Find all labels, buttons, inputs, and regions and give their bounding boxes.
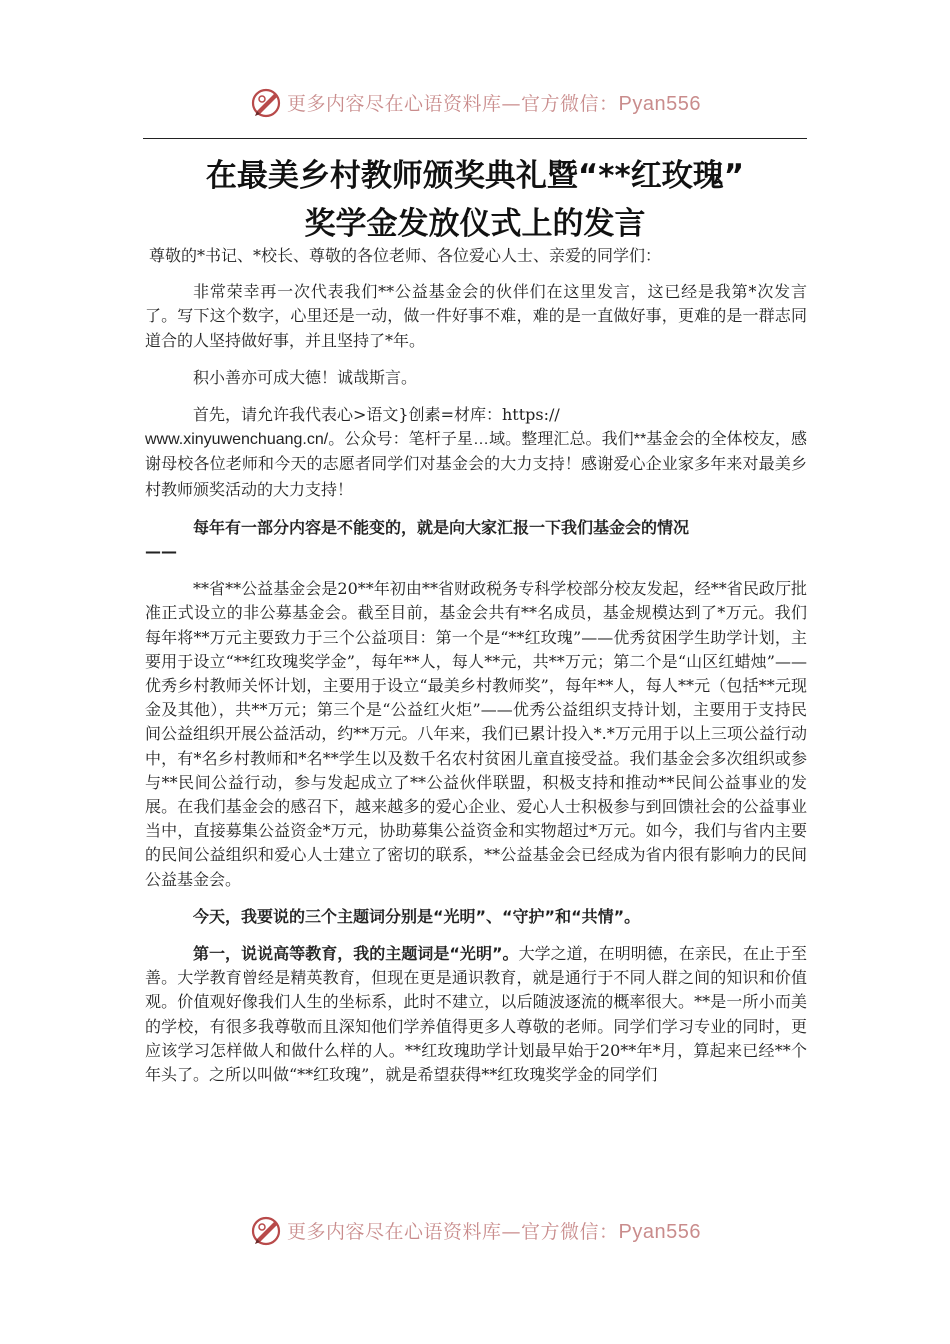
paragraph-4-text: 每年有一部分内容是不能变的，就是向大家汇报一下我们基金会的情况: [193, 517, 690, 537]
paragraph-6: 今天，我要说的三个主题词分别是“光明”、“守护”和“共情”。: [193, 906, 641, 926]
paragraph-4: [145, 516, 807, 564]
paragraph-3: [145, 403, 807, 503]
title-line-1: 在最美乡村教师颁奖典礼暨“**红玫瑰”: [205, 158, 745, 194]
pen-logo-icon: [249, 85, 283, 119]
wechat-id: Pyan556: [618, 92, 701, 115]
paragraph-2: 积小善亦可成大德！诚哉斯言。: [193, 367, 418, 387]
header-banner: [0, 80, 950, 124]
salutation: 尊敬的*书记、*校长、尊敬的各位老师、各位爱心人士、亲爱的同学们：: [149, 246, 662, 265]
paragraph-3-lead: 首先，请允许我代表心>语文}创素=材库：https://: [193, 405, 560, 425]
document-body: [145, 244, 807, 1100]
paragraph-4-dash: ——: [145, 542, 177, 562]
paragraph-1: 非常荣幸再一次代表我们**公益基金会的伙伴们在这里发言，这已经是我第*次发言了。写下这个数字，心里还是一动，做一件好事不难，难的是一直做好事，更难的是一群志同道合的人坚持做好事，并且坚持了*年。: [145, 282, 807, 350]
banner-text: 更多内容尽在心语资料库—官方微信：Pyan556: [287, 1220, 701, 1243]
paragraph-7: [145, 942, 807, 1087]
title-line-2: 奖学金发放仪式上的发言: [304, 206, 646, 242]
paragraph-3-rest: www.xinyuwenchuang.cn/。公众号：笔杆子星…域。整理汇总。我们**基金会的全体校友，感谢母校各位老师和今天的志愿者同学们对基金会的大力支持！感谢爱心企业家多年来对最美乡村教师颁奖活动的大力支持！: [145, 431, 807, 499]
paragraph-7-text: 大学之道，在明明德，在亲民，在止于至善。大学教育曾经是精英教育，但现在更是通识教育，就是通行于不同人群之间的知识和价值观。价值观好像我们人生的坐标系，此时不建立，以后随波逐流的概率很大。**是一所小而美的学校，有很多我尊敬而且深知他们学养值得更多人尊敬的老师。同学们学习专业的同时，更应该学习怎样做人和做什么样的人。**红玫瑰助学计划最早始于20**年*月，算起来已经**个年头了。之所以叫做“**红玫瑰”，就是希望获得**红玫瑰奖学金的同学们: [145, 944, 807, 1085]
banner-text: 更多内容尽在心语资料库—官方微信：Pyan556: [287, 92, 701, 115]
title-divider: [143, 138, 807, 139]
paragraph-5: **省**公益基金会是20**年初由**省财政税务专科学校部分校友发起，经**省民政厅批准正式设立的非公募基金会。截至目前，基金会共有**名成员，基金规模达到了*万元。我们每年将**万元主要致力于三个公益项目：第一个是“**红玫瑰”——优秀贫困学生助学计划，主要用于设立“**红玫瑰奖学金”，每年**人，每人**元，共**万元；第二个是“山区红蜡烛”——优秀乡村教师关怀计划，主要用于设立“最美乡村教师奖”，每年**人，每人**元（包括**元现金及其他），共**万元；第三个是“公益红火炬”——优秀公益组织支持计划，主要用于支持民间公益组织开展公益活动，约**万元。八年来，我们已累计投入*.*万元用于以上三项公益行动中，有*名乡村教师和*名**学生以及数千名农村贫困儿童直接受益。我们基金会多次组织或参与**民间公益行动，参与发起成立了**公益伙伴联盟，积极支持和推动**民间公益事业的发展。在我们基金会的感召下，越来越多的爱心企业、爱心人士积极参与到回馈社会的公益事业当中，直接募集公益资金*万元，协助募集公益资金和实物超过*万元。如今，我们与省内主要的民间公益组织和爱心人士建立了密切的联系，**公益基金会已经成为省内很有影响力的民间公益基金会。: [145, 579, 807, 889]
paragraph-7-heading: 第一，说说高等教育，我的主题词是“光明”。: [193, 944, 519, 964]
footer-banner: [0, 1208, 950, 1252]
pen-logo-icon: [249, 1213, 283, 1247]
page-title: [143, 152, 807, 248]
wechat-id: Pyan556: [618, 1220, 701, 1243]
